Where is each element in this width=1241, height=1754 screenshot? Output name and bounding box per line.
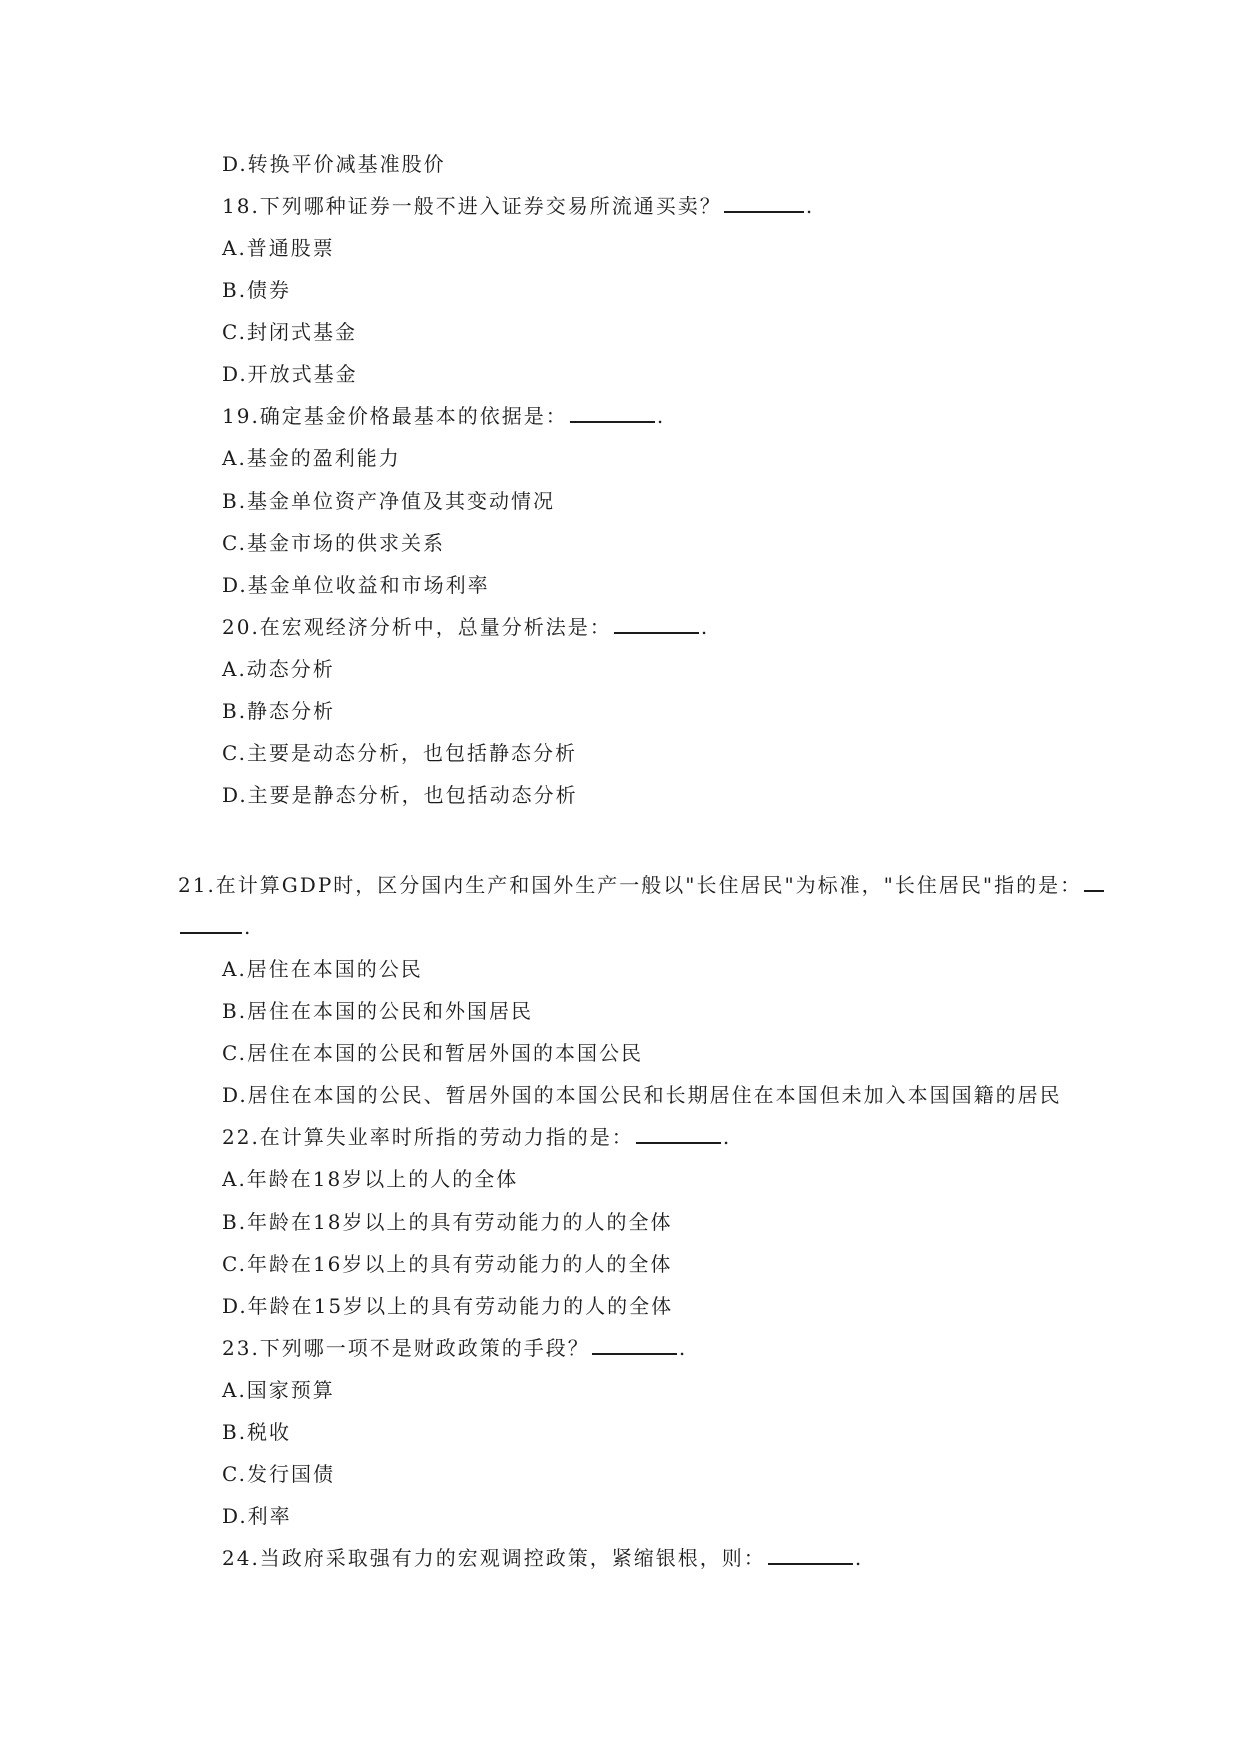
q21-option-b: B.居住在本国的公民和外国居民: [222, 999, 534, 1023]
q21-stem: 21.在计算GDP时，区分国内生产和国外生产一般以"长住居民"为标准，"长住居民"指的是：: [178, 873, 1106, 897]
q19-option-a: A.基金的盈利能力: [222, 446, 401, 470]
q19-option-b: B.基金单位资产净值及其变动情况: [222, 489, 556, 513]
q24-stem: 24.当政府采取强有力的宏观调控政策，紧缩银根，则： .: [222, 1546, 862, 1570]
answer-blank: [570, 407, 655, 423]
q18-stem: 18.下列哪种证券一般不进入证券交易所流通买卖？ .: [222, 194, 813, 218]
q18-option-d: D.开放式基金: [222, 362, 358, 386]
q22-option-c: C.年龄在16岁以上的具有劳动能力的人的全体: [222, 1252, 673, 1276]
answer-blank: [636, 1128, 721, 1144]
q19-option-d: D.基金单位收益和市场利率: [222, 573, 490, 597]
q21-option-c: C.居住在本国的公民和暂居外国的本国公民: [222, 1041, 643, 1065]
q23-option-d: D.利率: [222, 1504, 292, 1528]
answer-blank: [1084, 876, 1104, 892]
q20-option-d: D.主要是静态分析，也包括动态分析: [222, 783, 578, 807]
q23-stem: 23.下列哪一项不是财政政策的手段？ .: [222, 1336, 686, 1360]
q21-stem-continued: .: [178, 915, 250, 939]
q22-stem: 22.在计算失业率时所指的劳动力指的是： .: [222, 1125, 730, 1149]
q18-option-c: C.封闭式基金: [222, 320, 357, 344]
q18-option-b: B.债券: [222, 278, 292, 302]
q21-option-a: A.居住在本国的公民: [222, 957, 423, 981]
q19-option-c: C.基金市场的供求关系: [222, 531, 445, 555]
q22-option-d: D.年龄在15岁以上的具有劳动能力的人的全体: [222, 1294, 674, 1318]
q20-option-c: C.主要是动态分析，也包括静态分析: [222, 741, 577, 765]
q20-stem: 20.在宏观经济分析中，总量分析法是： .: [222, 615, 708, 639]
q22-option-b: B.年龄在18岁以上的具有劳动能力的人的全体: [222, 1210, 673, 1234]
answer-blank: [768, 1549, 853, 1565]
answer-blank: [180, 918, 242, 934]
q23-option-c: C.发行国债: [222, 1462, 335, 1486]
q20-option-a: A.动态分析: [222, 657, 335, 681]
q22-option-a: A.年龄在18岁以上的人的全体: [222, 1167, 519, 1191]
q20-option-b: B.静态分析: [222, 699, 336, 723]
q19-stem: 19.确定基金价格最基本的依据是： .: [222, 404, 664, 428]
q23-option-b: B.税收: [222, 1420, 292, 1444]
answer-blank: [614, 618, 699, 634]
answer-blank: [592, 1339, 677, 1355]
q21-option-d: D.居住在本国的公民、暂居外国的本国公民和长期居住在本国但未加入本国国籍的居民: [222, 1083, 1062, 1107]
q17-option-d: D.转换平价减基准股价: [222, 152, 446, 176]
q23-option-a: A.国家预算: [222, 1378, 335, 1402]
q18-option-a: A.普通股票: [222, 236, 335, 260]
answer-blank: [724, 197, 804, 213]
